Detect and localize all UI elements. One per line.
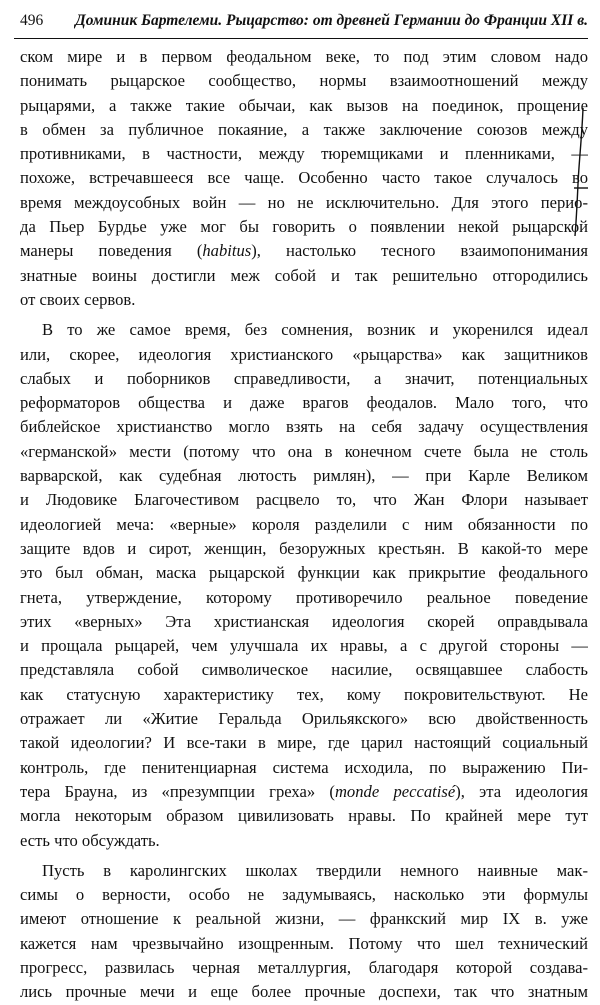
italic-term: habitus <box>202 241 252 261</box>
paragraph-2 <box>20 318 588 853</box>
text-line: и прощала рыцарей, чем улучшала их нравы, а с другой стороны — <box>20 636 588 656</box>
text-line: это был обман, маска рыцарской функции как прикрытие феодального <box>20 563 588 583</box>
text-line: манеры поведения (habitus), настолько тесного взаимопонимания <box>20 241 588 261</box>
text-line: от своих сервов. <box>20 289 136 309</box>
text-line: время междоусобных войн — но не исключительно. Для этого перио- <box>20 192 588 212</box>
text-line: или, скорее, идеология христианского «рыцарства» как защитников <box>20 344 588 364</box>
paragraph-1 <box>20 45 588 312</box>
text-line: понимать рыцарское сообщество, нормы взаимоотношений между <box>20 71 588 91</box>
running-head <box>14 8 588 39</box>
text-line: такой идеологии? И все-таки в мире, где царил настоящий социальный <box>20 733 588 753</box>
running-title: Доминик Бартелеми. Рыцарство: от древней Германии до Франции XII в. <box>75 12 588 29</box>
text-line: представляла собой символическое насилие, освящавшее слабость <box>20 660 588 680</box>
text-line: этих «верных» Эта христианская идеология скорей оправдывала <box>20 611 588 631</box>
body-text <box>14 45 588 1005</box>
text-line: гнета, утверждение, которому противоречило реальное поведение <box>20 587 588 607</box>
text-line: как статусную характеристику тех, кому покровительствуют. Не <box>20 684 588 704</box>
text-line: контроль, где пенитенциарная система исходила, по выражению Пи- <box>20 757 588 777</box>
text-line: есть что обсуждать. <box>20 830 160 850</box>
text-line: симы о верности, особо не задумываясь, насколько эти формулы <box>20 885 588 905</box>
text-line: В то же самое время, без сомнения, возник и укоренился идеал <box>42 320 588 340</box>
text-line: прогресс, развилась черная металлургия, благодаря которой создава- <box>20 957 588 977</box>
text-line: слабых и поборников справедливости, а значит, потенциальных <box>20 368 588 388</box>
text-line: варварской, как судебная лютость римлян), — при Карле Великом <box>20 466 588 486</box>
text-line: имеют отношение к реальной жизни, — франкский мир IX в. уже <box>20 909 588 929</box>
text-line: библейское христианство могло взять на себя задачу осуществления <box>20 417 588 437</box>
italic-term: monde peccatisé <box>334 781 456 801</box>
text-line: противниками, в частности, между тюремщиками и пленниками, — <box>20 144 588 164</box>
text-line: знатные воины достигли меж собой и так решительно отгородились <box>20 265 588 285</box>
book-page <box>14 8 588 1002</box>
text-line: тера Брауна, из «презумпции греха» (monde peccatisé), эта идеология <box>20 781 588 801</box>
text-line: ском мире и в первом феодальном веке, то под этим словом надо <box>20 47 588 66</box>
text-line: Пусть в каролингских школах твердили немного наивные мак- <box>42 860 588 880</box>
text-line: идеологией меча: «верные» короля разделили с ним обязанности по <box>20 514 588 534</box>
text-line: кажется нам чрезвычайно изощренным. Потому что шел технический <box>20 933 588 953</box>
text-line: отражает ли «Житие Геральда Орильякского» всю двойственность <box>20 709 588 729</box>
text-line: рыцарями, а также такие обычаи, как вызов на поединок, прощение <box>20 95 588 115</box>
text-line: похоже, встречавшееся все чаще. Особенно часто такое случалось во <box>20 168 588 188</box>
text-line: да Пьер Бурдье уже мог бы говорить о появлении некой рыцарской <box>20 217 588 237</box>
text-line: и Людовике Благочестивом расцвело то, что Жан Флори называет <box>20 490 588 510</box>
margin-pencil-mark-icon <box>574 106 590 238</box>
text-line: «германской» мести (потому что она в конечном счете была не столь <box>20 441 588 461</box>
text-line: в обмен за публичное покаяние, а также заключение союзов между <box>20 119 588 139</box>
text-line: защите вдов и сирот, женщин, безоружных крестьян. В какой-то мере <box>20 538 588 558</box>
text-line: могла некоторым образом цивилизовать нравы. По крайней мере тут <box>20 806 588 826</box>
page-number: 496 <box>20 12 44 29</box>
text-line: реформаторов общества и даже врагов феодалов. Мало того, что <box>20 393 588 413</box>
paragraph-3 <box>20 859 588 1005</box>
text-line: лись прочные мечи и еще более прочные доспехи, так что знатным <box>20 982 588 1002</box>
